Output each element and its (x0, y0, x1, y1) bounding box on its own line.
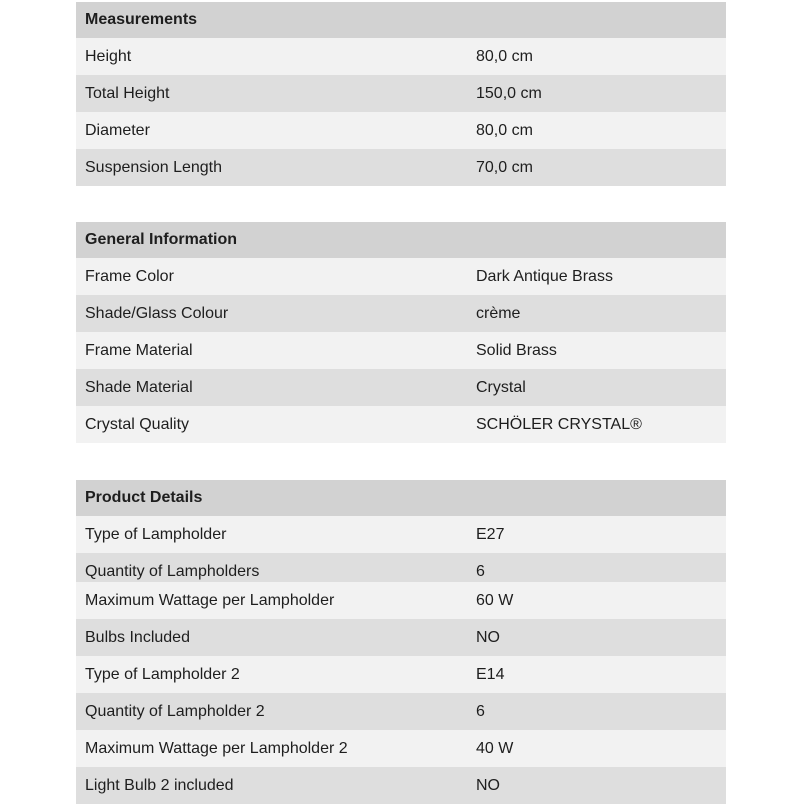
row-label: Quantity of Lampholder 2 (85, 702, 265, 720)
row-label: Light Bulb 2 included (85, 776, 234, 794)
table-row (76, 75, 726, 112)
row-value: NO (476, 628, 500, 646)
row-value: E27 (476, 525, 505, 543)
row-value: Solid Brass (476, 341, 557, 359)
row-label: Crystal Quality (85, 415, 190, 433)
table-row (76, 369, 726, 406)
row-label: Shade/Glass Colour (85, 304, 229, 322)
section-title: Measurements (76, 2, 726, 38)
row-value: 70,0 cm (476, 158, 533, 176)
row-value: 6 (476, 562, 485, 580)
table-row (76, 730, 726, 767)
table-row (76, 112, 726, 149)
row-label: Type of Lampholder 2 (85, 665, 240, 683)
measurements-table (76, 2, 726, 186)
table-row (76, 553, 726, 582)
row-label: Shade Material (85, 378, 193, 396)
row-label: Type of Lampholder (85, 525, 227, 543)
row-label: Maximum Wattage per Lampholder (85, 591, 335, 609)
general-information-table (76, 222, 726, 443)
table-row (76, 332, 726, 369)
table-row (76, 258, 726, 295)
table-row (76, 516, 726, 553)
row-label: Maximum Wattage per Lampholder 2 (85, 739, 348, 757)
table-row (76, 149, 726, 186)
section-title: Product Details (76, 480, 726, 516)
row-label: Bulbs Included (85, 628, 190, 646)
table-row (76, 406, 726, 443)
row-value: 40 W (476, 739, 514, 757)
row-label: Frame Color (85, 267, 174, 285)
row-label: Total Height (85, 84, 170, 102)
row-label: Frame Material (85, 341, 193, 359)
row-value: 60 W (476, 591, 514, 609)
row-value: Dark Antique Brass (476, 267, 613, 285)
row-label: Suspension Length (85, 158, 222, 176)
table-row (76, 38, 726, 75)
table-row (76, 693, 726, 730)
row-value: NO (476, 776, 500, 794)
table-row (76, 767, 726, 804)
section-title: General Information (76, 222, 726, 258)
row-value: Crystal (476, 378, 526, 396)
row-label: Diameter (85, 121, 150, 139)
row-value: crème (476, 304, 521, 322)
row-value: E14 (476, 665, 505, 683)
row-label: Height (85, 47, 132, 65)
row-label: Quantity of Lampholders (85, 562, 260, 580)
row-value: 80,0 cm (476, 47, 533, 65)
row-value: 6 (476, 702, 485, 720)
row-value: 150,0 cm (476, 84, 542, 102)
table-row (76, 295, 726, 332)
table-row (76, 619, 726, 656)
row-value: SCHÖLER CRYSTAL® (476, 415, 642, 433)
table-row (76, 582, 726, 619)
product-details-table (76, 480, 726, 804)
table-row (76, 656, 726, 693)
row-value: 80,0 cm (476, 121, 533, 139)
